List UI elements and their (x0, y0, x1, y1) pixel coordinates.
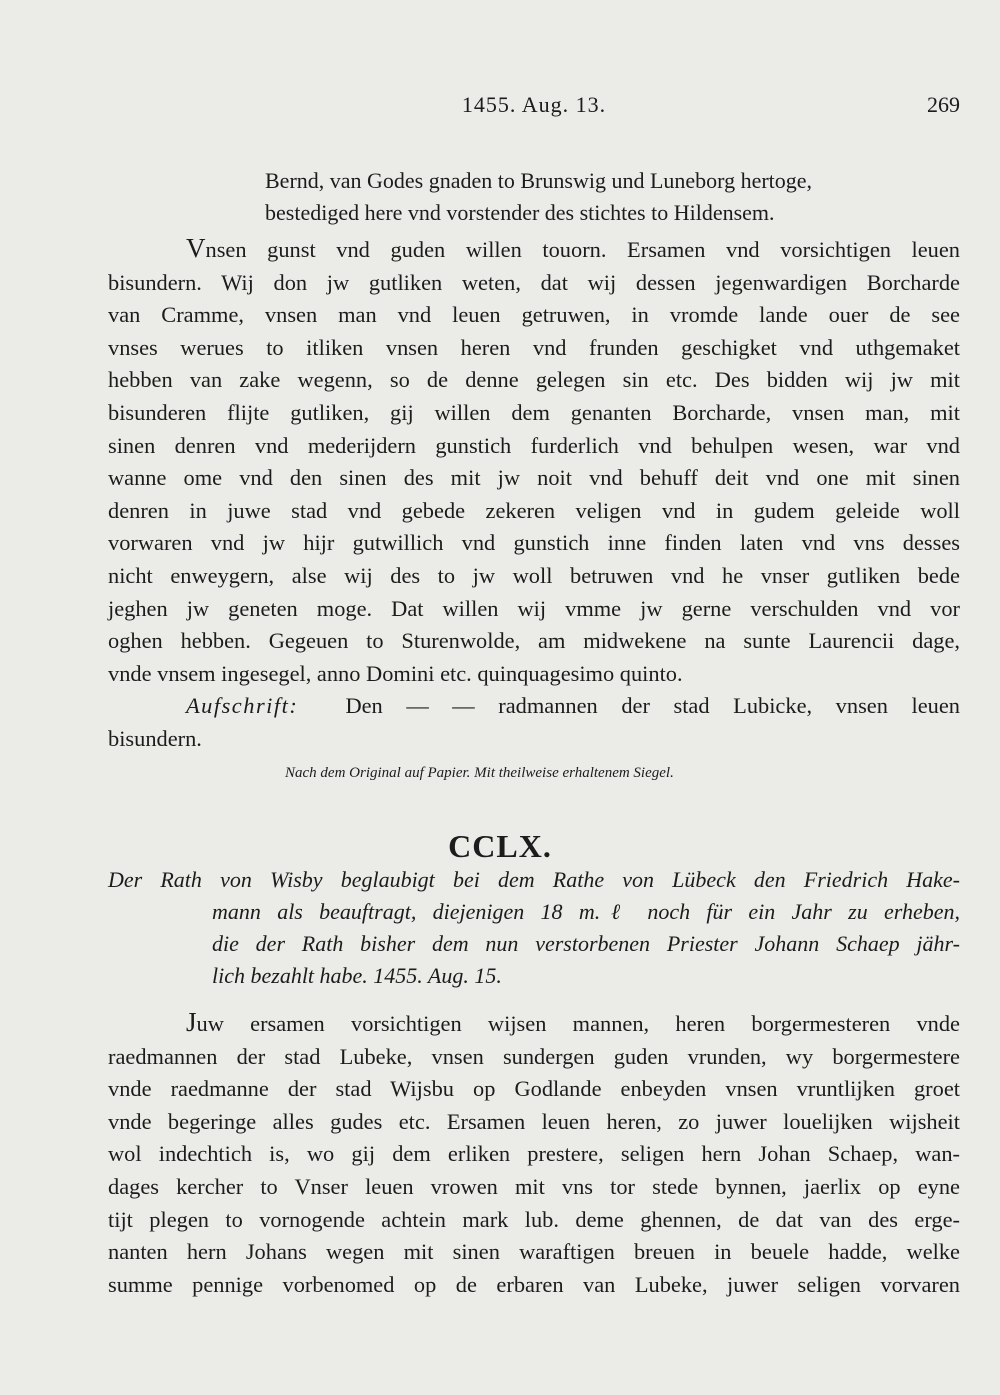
letter-1-line: sinen denren vnd mederijdern gunstich furderlich vnd behulpen wesen, war vnd (108, 432, 960, 458)
summary-line: lich bezahlt habe. 1455. Aug. 15. (212, 963, 502, 988)
letter-2-line: raedmannen der stad Lubeke, vnsen sundergen guden vrunden, wy borgermestere (108, 1043, 960, 1069)
summary-line: mann als beauftragt, diejenigen 18 m.ℓ noch für ein Jahr zu erheben, (212, 899, 960, 924)
letter-1-line: wanne ome vnd den sinen des mit jw noit vnd behuff deit vnd one mit sinen (108, 465, 960, 491)
letter-1-line: denren in juwe stad vnd gebede zekeren veligen vnd in gudem geleide woll (108, 497, 960, 523)
letter-2-line: summe pennige vorbenomed op de erbaren van Lubeke, juwer seligen vorvaren (108, 1271, 960, 1297)
letter-1-line: nicht enweygern, alse wij des to jw woll betruwen vnd he vnser gutliken bede (108, 562, 960, 588)
letter-1-line: Vnsen gunst vnd guden willen touorn. Ersamen vnd vorsichtigen leuen (186, 233, 960, 263)
source-note: Nach dem Original auf Papier. Mit theilweise erhaltenem Siegel. (285, 765, 674, 781)
document-number: CCLX. (448, 828, 552, 864)
letter-2-line: dages kercher to Vnser leuen vrowen mit vns tor stede bynnen, jaerlix op eyne (108, 1173, 960, 1199)
letter-1-line: jeghen jw geneten moge. Dat willen wij vmme jw gerne verschulden vnd vor (108, 595, 960, 621)
letter-1-line: bisunderen flijte gutliken, gij willen dem genanten Borcharde, vnsen man, mit (108, 399, 960, 425)
salutation-line-2: bestediged here vnd vorstender des stichtes to Hildensem. (265, 200, 775, 225)
letter-1-line: vnses werues to itliken vnsen heren vnd frunden geschigket vnd uthgemaket (108, 334, 960, 360)
aufschrift-line: Aufschrift: Den — — radmannen der stad Lubicke, vnsen leuen (186, 693, 960, 719)
document-summary (108, 864, 960, 992)
dropcap: V (186, 233, 206, 263)
letter-1-line: van Cramme, vnsen man vnd leuen getruwen, in vromde lande ouer de see (108, 302, 960, 328)
letter-2-line: tijt plegen to vornogende achtein mark lub. deme ghennen, de dat van des erge- (108, 1206, 960, 1232)
letter-2-body (108, 1006, 960, 1301)
letter-1-body (108, 232, 960, 756)
dropcap: J (186, 1007, 197, 1037)
letter-2-line: Juw ersamen vorsichtigen wijsen mannen, heren borgermesteren vnde (186, 1007, 960, 1037)
letter-2-line: vnde raedmanne der stad Wijsbu op Godlande enbeyden vnsen vruntlijken groet (108, 1076, 960, 1102)
header-date: 1455. Aug. 13. (461, 92, 607, 117)
page-header (108, 92, 960, 126)
letter-1-line: bisundern. Wij don jw gutliken weten, dat wij dessen jegenwardigen Borcharde (108, 269, 960, 295)
letter-1-line: hebben van zake wegenn, so de denne gelegen sin etc. Des bidden wij jw mit (108, 367, 960, 393)
salutation-line-1: Bernd, van Godes gnaden to Brunswig und Luneborg hertoge, (265, 168, 813, 193)
aufschrift-continuation: bisundern. (108, 725, 202, 751)
summary-line: Der Rath von Wisby beglaubigt bei dem Rathe von Lübeck den Friedrich Hake- (108, 867, 960, 892)
summary-line: die der Rath bisher dem nun verstorbenen Priester Johann Schaep jähr- (212, 931, 960, 956)
letter-1-line: vorwaren vnd jw hijr gutwillich vnd gunstich inne finden laten vnd vns desses (108, 530, 960, 556)
aufschrift-label: Aufschrift: (186, 693, 299, 719)
letter-2-line: wol indechtich is, wo gij dem erliken prestere, seligen hern Johan Schaep, wan- (108, 1141, 960, 1167)
letter-1-line: oghen hebben. Gegeuen to Sturenwolde, am midwekene na sunte Laurencii dage, (108, 628, 960, 654)
letter-2-line: nanten hern Johans wegen mit sinen waraftigen breuen in beuele hadde, welke (108, 1239, 960, 1265)
letter-1-line: vnde vnsem ingesegel, anno Domini etc. quinquagesimo quinto. (108, 660, 683, 686)
letter-2-line: vnde begeringe alles gudes etc. Ersamen leuen heren, zo juwer louelijken wijsheit (108, 1108, 960, 1134)
page-number: 269 (927, 92, 960, 117)
